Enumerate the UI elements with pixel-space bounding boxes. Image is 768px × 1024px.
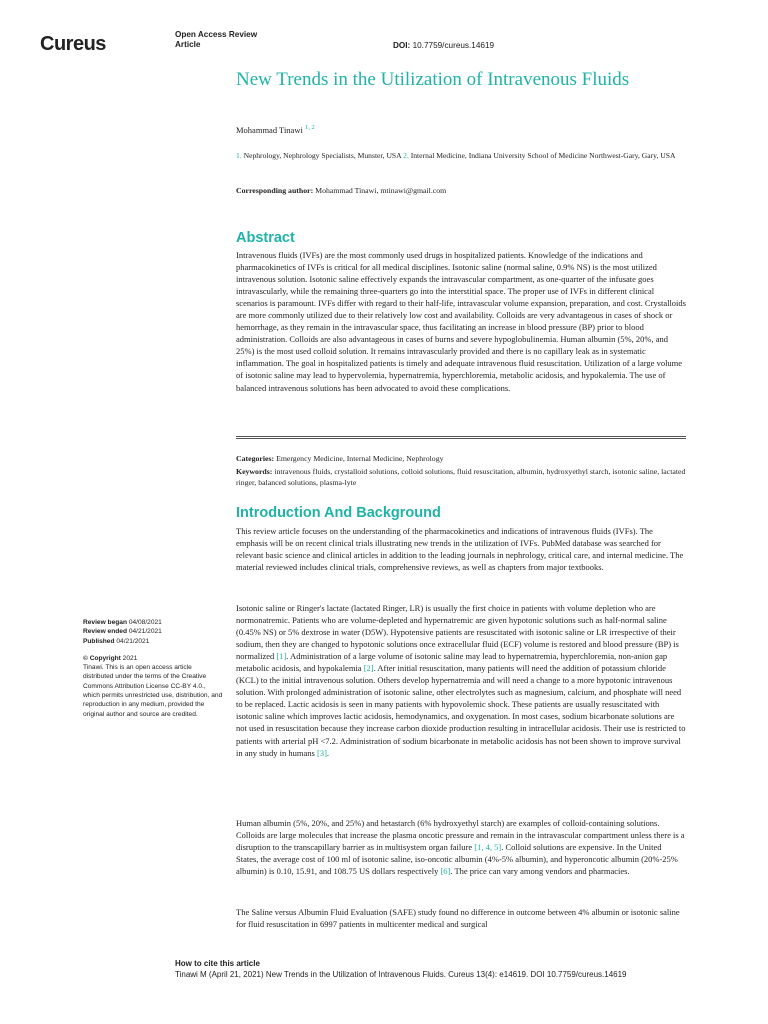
review-ended xyxy=(83,627,223,636)
review-began-date: 04/08/2021 xyxy=(128,619,162,626)
divider xyxy=(236,438,686,439)
copyright-year: 2021 xyxy=(122,654,138,662)
divider xyxy=(236,436,686,437)
how-to-cite-title: How to cite this article xyxy=(175,959,260,968)
affiliation-number: 1. xyxy=(236,151,242,160)
published xyxy=(83,637,223,646)
keywords-text: intravenous fluids, crystalloid solutions, colloid solutions, fluid resuscitation, albumin, hydroxyethyl starch, isotonic saline, lactated ringer, balanced solutions, plasma-lyte xyxy=(236,467,686,487)
doi-link[interactable]: 10.7759/cureus.14619 xyxy=(412,41,495,50)
text-run: Human albumin (5%, 20%, and 25%) and hetastarch (6% hydroxyethyl starch) are examples of colloid-containing solutions. Colloids are large molecules that increase the plasma oncotic pressure and remain in the intravascular compartment unless there is a disruption to the transcapillary barrier as in multisystem organ failure xyxy=(236,818,685,853)
affiliations xyxy=(236,150,686,162)
author-affil-marks[interactable]: 1, 2 xyxy=(304,124,315,131)
affiliation-text: Nephrology, Nephrology Specialists, Munster, USA xyxy=(243,151,402,160)
text-run: . Colloid solutions are expensive. In the United States, the average cost of 100 ml of isotonic saline, iso-oncotic albumin (4%-5% albumin), and hyperoncotic albumin (20%-25% albumin) is 0.10, 15.91, and 108.75 US dollars respectively xyxy=(236,842,678,877)
how-to-cite-text: Tinawi M (April 21, 2021) New Trends in the Utilization of Intravenous Fluids. Cureus 13(4): e14619. DOI 10.7759/cureus.14619 xyxy=(175,970,627,979)
text-run: . Administration of a large volume of isotonic saline may lead to hypernatremia, hyperchloremia, non-anion gap metabolic acidosis, and hypokalemia xyxy=(236,651,668,674)
license-text: Tinawi. This is an open access article distributed under the terms of the Creative Commons Attribution License CC-BY 4.0., which permits unrestricted use, distribution, and reproduction in any medium, provided the original author and source are credited. xyxy=(83,664,223,718)
categories xyxy=(236,454,444,463)
keywords-label: Keywords: xyxy=(236,467,273,476)
author-name[interactable]: Mohammad Tinawi xyxy=(236,125,303,135)
abstract-text: Intravenous fluids (IVFs) are the most commonly used drugs in hospitalized patients. Knowledge of the indications and pharmacokinetics of IVFs is critical for all medical disciplines. Isotonic saline (normal saline, 0.9% NS) is the most utilized intravenous solution. Isotonic saline effectively expands the intravascular compartment, as one-quarter of the infusate goes intravascularly, while the remaining three-quarters go into the interstitial space. The proper use of IVFs in different clinical scenarios is paramount. IVFs differ with regard to their half-life, intravascular volume expansion, preparation, and cost. Crystalloids are more commonly utilized due to their relatively low cost and availability. Colloids are very advantageous in cases of shock or hemorrhage, as they remain in the intravascular space, thus facilitating an increase in blood pressure (BP) prior to blood administration. Colloids are also advantageous in cases of burns and severe hypoglobulinemia. Human albumin (5%, 20%, and 25%) is the most used colloid solution. It remains intravascularly provided and there is no capillary leak as in systematic inflammation. The goal in hospitalized patients is timely and adequate intravenous fluid resuscitation. Utilization of a large volume of isotonic saline may lead to hypervolemia, hypernatremia, hyperchloremia, metabolic acidosis, and hypokalemia. The use of balanced intravenous solutions has been advocated to avoid these complications. xyxy=(236,250,686,393)
intro-paragraph-1: This review article focuses on the understanding of the pharmacokinetics and indications of intravenous fluids (IVFs). The emphasis will be on recent clinical trials illustrating new trends in the utilization of IVFs. PubMed database was searched for relevant basic science and clinical articles in addition to the leading journals in nephrology, critical care, and internal medicine. The material reviewed includes clinical trials, comprehensive reviews, as well as chapters from major textbooks. xyxy=(236,526,684,573)
article-title: New Trends in the Utilization of Intravenous Fluids xyxy=(236,69,630,90)
article-type-line1: Open Access Review xyxy=(175,30,258,39)
corresponding-author xyxy=(236,186,446,195)
abstract-heading: Abstract xyxy=(236,230,295,246)
corresponding-label: Corresponding author: xyxy=(236,186,314,195)
text-run: Isotonic saline or Ringer's lactate (lactated Ringer, LR) is usually the first choice in patients with volume depletion who are normonatremic. Patients who are volume-depleted and hypernatremic are given hypotonic solutions such as half-normal saline (0.45% NS) or 5% dextrose in water (D5W). Hypotensive patients are resuscitated with isotonic saline or LR irrespective of their sodium, then they are changed to hypotonic solutions once extracellular fluid (ECF) volume is restored and blood pressure (BP) is normalized xyxy=(236,603,679,662)
intro-heading: Introduction And Background xyxy=(236,505,441,521)
review-ended-date: 04/21/2021 xyxy=(128,628,162,636)
corresponding-text[interactable]: Mohammad Tinawi, mtinawi@gmail.com xyxy=(315,186,447,195)
doi-label: DOI: xyxy=(393,41,411,50)
review-ended-label: Review ended xyxy=(83,628,127,636)
intro-paragraph-4: The Saline versus Albumin Fluid Evaluation (SAFE) study found no difference in outcome between 4% albumin or isotonic saline for fluid resuscitation in 6997 patients in multicenter medical and surgical xyxy=(236,907,680,930)
citation-link[interactable]: [1, 4, 5] xyxy=(474,842,502,853)
article-sidebar xyxy=(83,618,223,719)
copyright-label: © Copyright xyxy=(83,654,121,662)
article-type-line2: Article xyxy=(175,40,201,49)
categories-label: Categories: xyxy=(236,454,275,463)
copyright xyxy=(83,654,223,663)
text-run: . The price can vary among vendors and pharmacies. xyxy=(450,866,630,877)
affiliation-text: Internal Medicine, Indiana University School of Medicine Northwest-Gary, Gary, USA xyxy=(410,151,676,160)
text-run: . After initial resuscitation, many patients will need the addition of potassium chloride (KCL) to the initial intravenous solution. Others develop hypernatremia and will need a change to a more hypotonic intravenous solution. With prolonged administration of isotonic saline, other electrolytes such as magnesium, calcium, and phosphate will need to be replaced. Lactic acidosis is seen in many patients with hypovolemic shock. These patients are usually resuscitated with isotonic saline which improves lactic acidosis, hemodynamics, and oxygenation. In most cases, sodium bicarbonate solutions are not used in resuscitation because they increase carbon dioxide production resulting in intracellular acidosis. Their use is restricted to patients with arterial pH <7.2. Administration of sodium bicarbonate in metabolic acidosis has not been shown to improve survival in any study in humans xyxy=(236,663,686,758)
published-date: 04/21/2021 xyxy=(116,637,150,645)
review-began-label: Review began xyxy=(83,619,127,626)
citation-link[interactable]: [1] xyxy=(276,651,287,662)
published-label: Published xyxy=(83,637,115,645)
journal-logo: Cureus xyxy=(40,33,106,55)
citation-link[interactable]: [6] xyxy=(440,866,451,877)
doi xyxy=(393,41,494,50)
author xyxy=(236,124,315,135)
keywords xyxy=(236,466,686,488)
text-run: . xyxy=(326,747,330,758)
article-type xyxy=(175,30,295,50)
affiliation-number: 2. xyxy=(403,151,409,160)
citation-link[interactable]: [2] xyxy=(363,663,374,674)
intro-paragraph-2 xyxy=(236,602,686,759)
intro-paragraph-3 xyxy=(236,817,686,877)
citation-link[interactable]: [3] xyxy=(316,747,327,758)
review-began xyxy=(83,618,223,627)
categories-text: Emergency Medicine, Internal Medicine, Nephrology xyxy=(276,454,444,463)
